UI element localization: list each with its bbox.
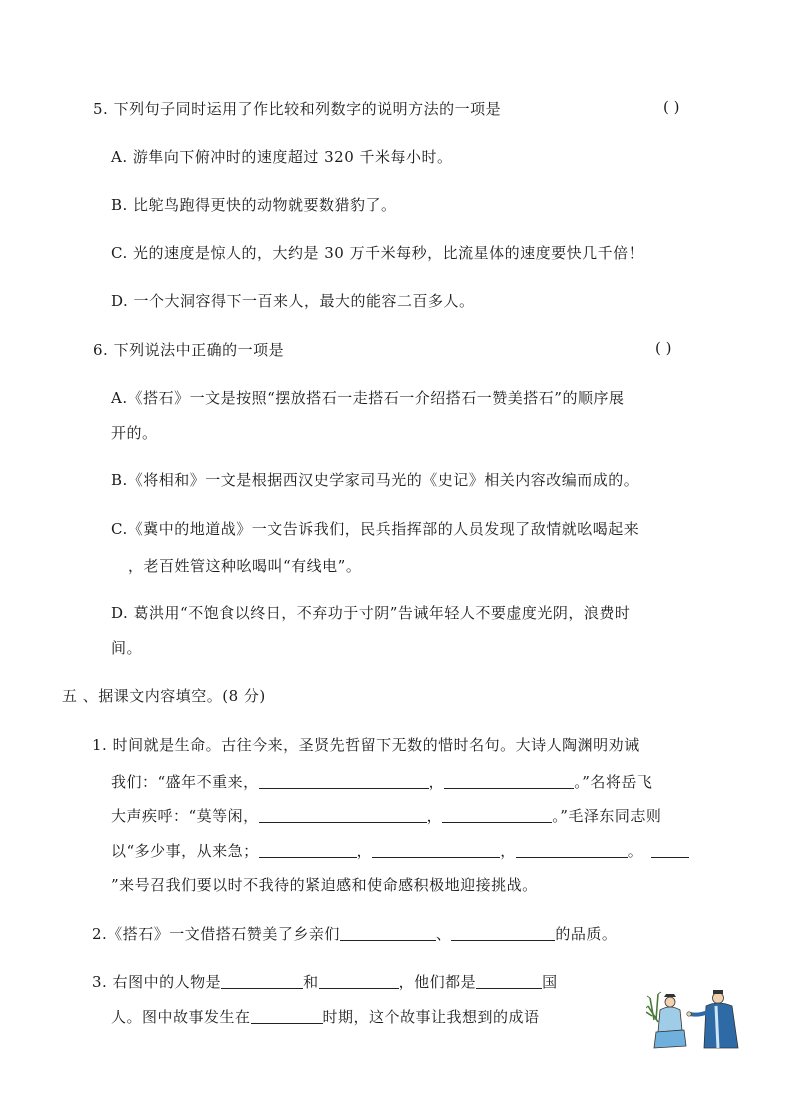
fill-blank[interactable] [372, 841, 500, 858]
q6-option-c-line1: C.《冀中的地道战》一文告诉我们，民兵指挥部的人员发现了敌情就吆喝起来 [111, 520, 640, 538]
s5-q1-text: 大声疾呼：“莫等闲， [111, 807, 259, 825]
s5-q2-text: 、 [435, 925, 452, 943]
fill-blank[interactable] [476, 972, 542, 989]
story-illustration [646, 990, 750, 1050]
s5-q1-text: 。”毛泽东同志则 [552, 807, 662, 825]
q6-option-d-line2: 间。 [111, 639, 143, 657]
s5-q1-text: 。”名将岳飞 [574, 773, 653, 791]
s5-q1-text: ， [428, 773, 445, 791]
section-5-title: 五 、据课文内容填空。(8 分) [62, 687, 266, 705]
s5-q1-text: ， [500, 842, 516, 860]
s5-q3-text: 3. 右图中的人物是 [92, 973, 222, 991]
s5-q2 [92, 923, 617, 944]
fill-blank[interactable] [651, 841, 689, 858]
s5-q1-text: ， [426, 807, 443, 825]
s5-q1-line5: ”来号召我们要以时不我待的紧迫感和使命感积极地迎接挑战。 [111, 876, 538, 894]
q6-answer-paren[interactable]: ( ) [655, 339, 672, 357]
s5-q2-text: 2.《搭石》一文借搭石赞美了乡亲们 [92, 925, 340, 943]
s5-q2-text: 的品质。 [555, 925, 618, 943]
s5-q3-text: 人。图中故事发生在 [111, 1008, 251, 1026]
s5-q1-text: 以“多少事，从来急； [111, 842, 259, 860]
q6-stem: 6. 下列说法中正确的一项是 [93, 341, 285, 359]
q6-option-c-line2: ，老百姓管这种吆喝叫“有线电”。 [128, 557, 362, 575]
fill-blank[interactable] [259, 841, 357, 858]
q5-option-b: B. 比鸵鸟跑得更快的动物就要数猎豹了。 [111, 196, 397, 214]
q6-option-b: B.《将相和》一文是根据西汉史学家司马光的《史记》相关内容改编而成的。 [111, 471, 640, 489]
fill-blank[interactable] [340, 924, 436, 941]
s5-q1-line4 [111, 840, 689, 861]
s5-q1-text: 我们：“盛年不重来， [111, 773, 259, 791]
q6-option-a-line2: 开的。 [111, 424, 158, 442]
s5-q1-line3 [111, 805, 661, 826]
q5-answer-paren[interactable]: ( ) [663, 98, 680, 116]
s5-q3-text: 时期，这个故事让我想到的成语 [322, 1008, 540, 1026]
fill-blank[interactable] [516, 841, 628, 858]
fill-blank[interactable] [221, 972, 303, 989]
s5-q3-line2 [111, 1006, 540, 1027]
q5-option-d: D. 一个大洞容得下一百来人，最大的能容二百多人。 [111, 292, 475, 310]
fill-blank[interactable] [251, 1007, 323, 1024]
s5-q3-text: ，他们都是 [398, 973, 477, 991]
q5-stem: 5. 下列句子同时运用了作比较和列数字的说明方法的一项是 [93, 100, 502, 118]
s5-q3-text: 和 [303, 973, 319, 991]
fill-blank[interactable] [259, 772, 429, 789]
s5-q3-text: 国 [542, 973, 558, 991]
s5-q1-text: ， [356, 842, 373, 860]
s5-q1-text: 。 [627, 842, 644, 860]
q5-option-a: A. 游隼向下俯冲时的速度超过 320 千米每小时。 [111, 148, 453, 166]
q5-option-c: C. 光的速度是惊人的，大约是 30 万千米每秒，比流星体的速度要快几千倍！ [111, 244, 645, 262]
fill-blank[interactable] [442, 806, 552, 823]
fill-blank[interactable] [259, 806, 427, 823]
s5-q1-line2 [111, 771, 652, 792]
q6-option-a-line1: A.《搭石》一文是按照“摆放搭石一走搭石一介绍搭石一赞美搭石”的顺序展 [111, 389, 625, 407]
q6-option-d-line1: D. 葛洪用“不饱食以终日，不弃功于寸阴”告诫年轻人不要虚度光阴，浪费时 [111, 604, 631, 622]
s5-q1-line1: 1. 时间就是生命。古往今来，圣贤先哲留下无数的惜时名句。大诗人陶渊明劝诫 [92, 736, 640, 754]
fill-blank[interactable] [319, 972, 399, 989]
fill-blank[interactable] [451, 924, 555, 941]
s5-q3-line1 [92, 971, 558, 992]
fill-blank[interactable] [444, 772, 574, 789]
